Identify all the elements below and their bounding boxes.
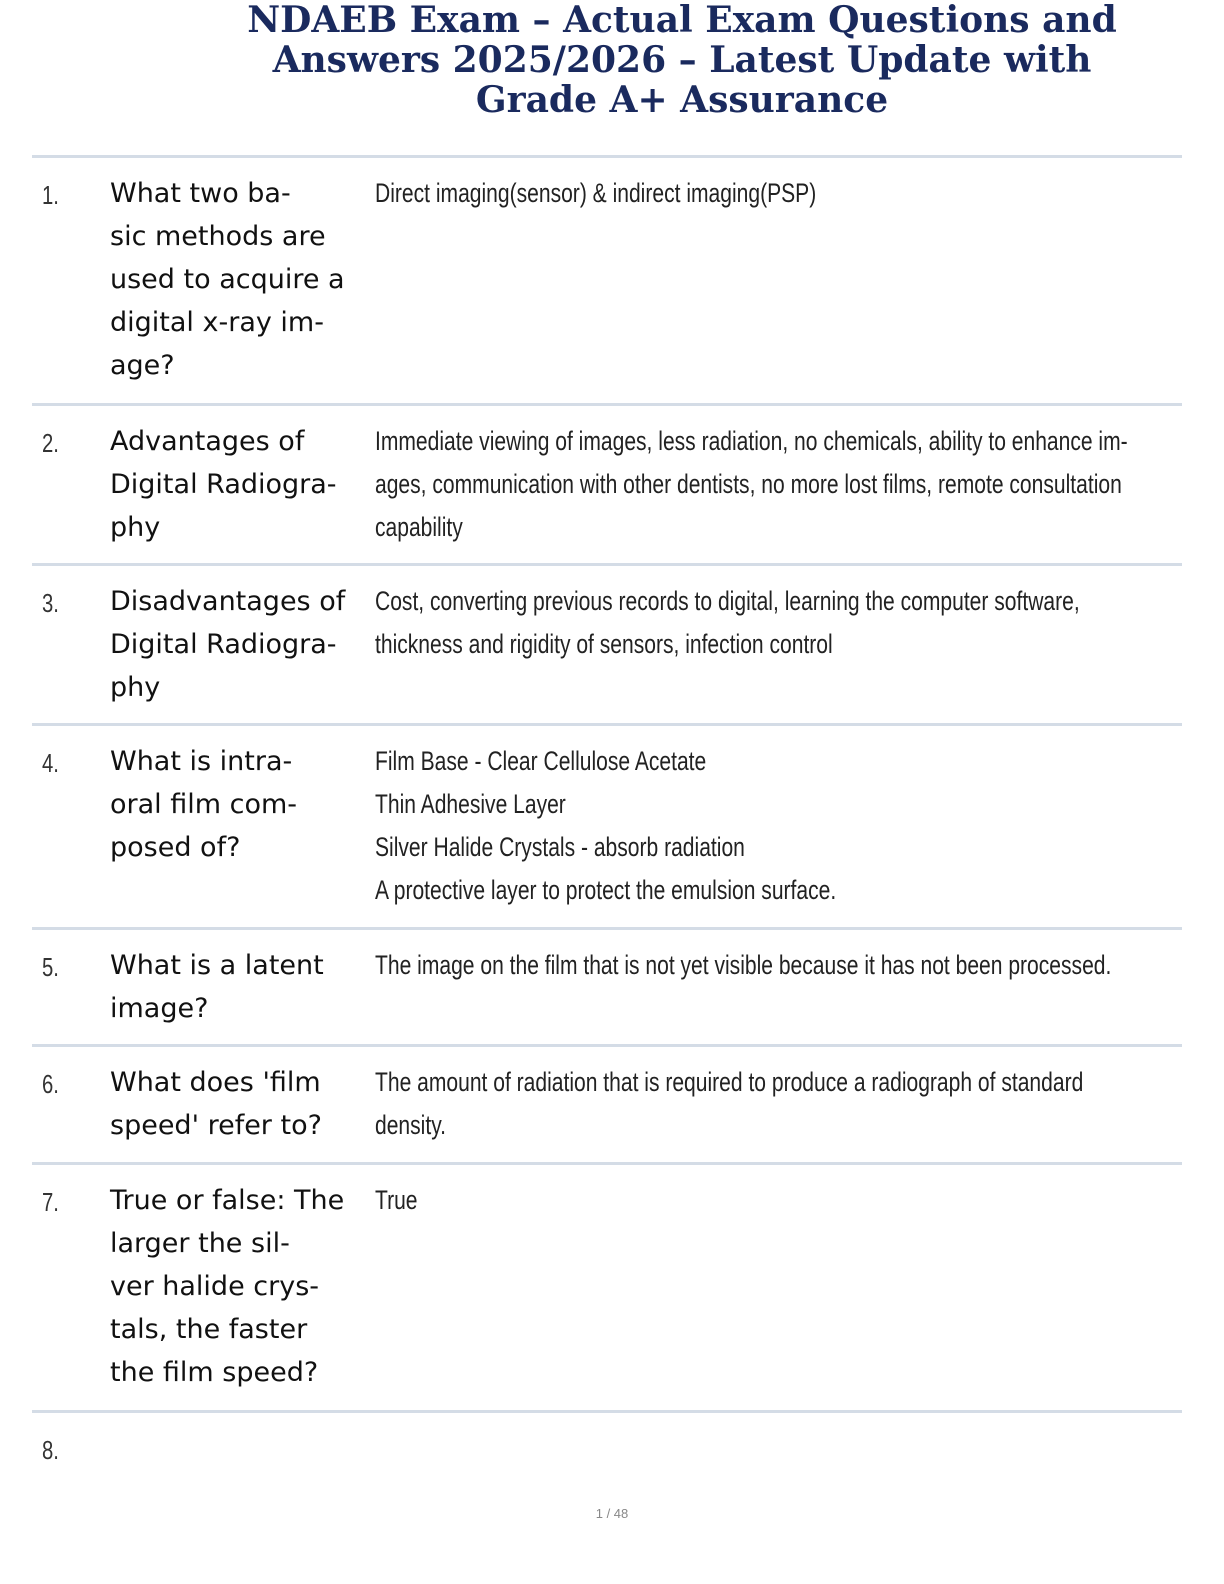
page-header	[0, 0, 1224, 120]
question-number: 5.	[42, 952, 59, 982]
question-text: What two ba- sic methods are used to acquire a digital x-ray im- age?	[110, 178, 345, 381]
title-line: Answers 2025/2026 – Latest Update with	[272, 39, 1092, 81]
qa-row	[32, 158, 1182, 406]
qa-row	[32, 566, 1182, 726]
answer-text: The amount of radiation that is required to produce a radiograph of standard density.	[375, 1067, 1084, 1140]
question-number: 6.	[42, 1069, 59, 1099]
qa-row	[32, 1047, 1182, 1165]
qa-list	[32, 155, 1182, 1483]
answer-text: Cost, converting previous records to digital, learning the computer software, thickness and rigidity of sensors, infection control	[375, 586, 1080, 659]
title-line: Grade A+ Assurance	[475, 79, 889, 121]
qa-row	[32, 930, 1182, 1047]
answer-text: True	[375, 1185, 418, 1215]
question-text: Disadvantages of Digital Radiogra- phy	[110, 586, 346, 703]
question-text: What is intra- oral film com- posed of?	[110, 746, 298, 863]
question-number: 3.	[42, 588, 59, 618]
qa-row	[32, 1165, 1182, 1413]
question-text: What does 'film speed' refer to?	[110, 1067, 322, 1141]
document-title	[0, 0, 1224, 120]
answer-text: Immediate viewing of images, less radiation, no chemicals, ability to enhance im- ages, communication with other dentists, no more lost films, remote consultation capability	[375, 426, 1128, 542]
question-number: 4.	[42, 748, 59, 778]
question-number: 7.	[42, 1187, 59, 1217]
question-text: True or false: The larger the sil- ver halide crys- tals, the faster the film speed?	[110, 1185, 345, 1388]
title-line: NDAEB Exam – Actual Exam Questions and	[247, 0, 1117, 41]
qa-row	[32, 406, 1182, 566]
question-text: Advantages of Digital Radiogra- phy	[110, 426, 337, 543]
qa-row	[32, 726, 1182, 930]
question-number: 1.	[42, 180, 59, 210]
page-number: 1 / 48	[595, 1506, 629, 1521]
answer-text: The image on the film that is not yet visible because it has not been processed.	[375, 950, 1112, 980]
answer-text: Film Base - Clear Cellulose Acetate Thin Adhesive Layer Silver Halide Crystals - absorb radiation A protective layer to protect the emulsion surface.	[375, 746, 837, 905]
question-number: 8.	[42, 1435, 59, 1465]
question-text: What is a latent image?	[110, 950, 324, 1024]
qa-row	[32, 1413, 1182, 1483]
answer-text: Direct imaging(sensor) & indirect imaging(PSP)	[375, 178, 817, 208]
question-number: 2.	[42, 428, 59, 458]
